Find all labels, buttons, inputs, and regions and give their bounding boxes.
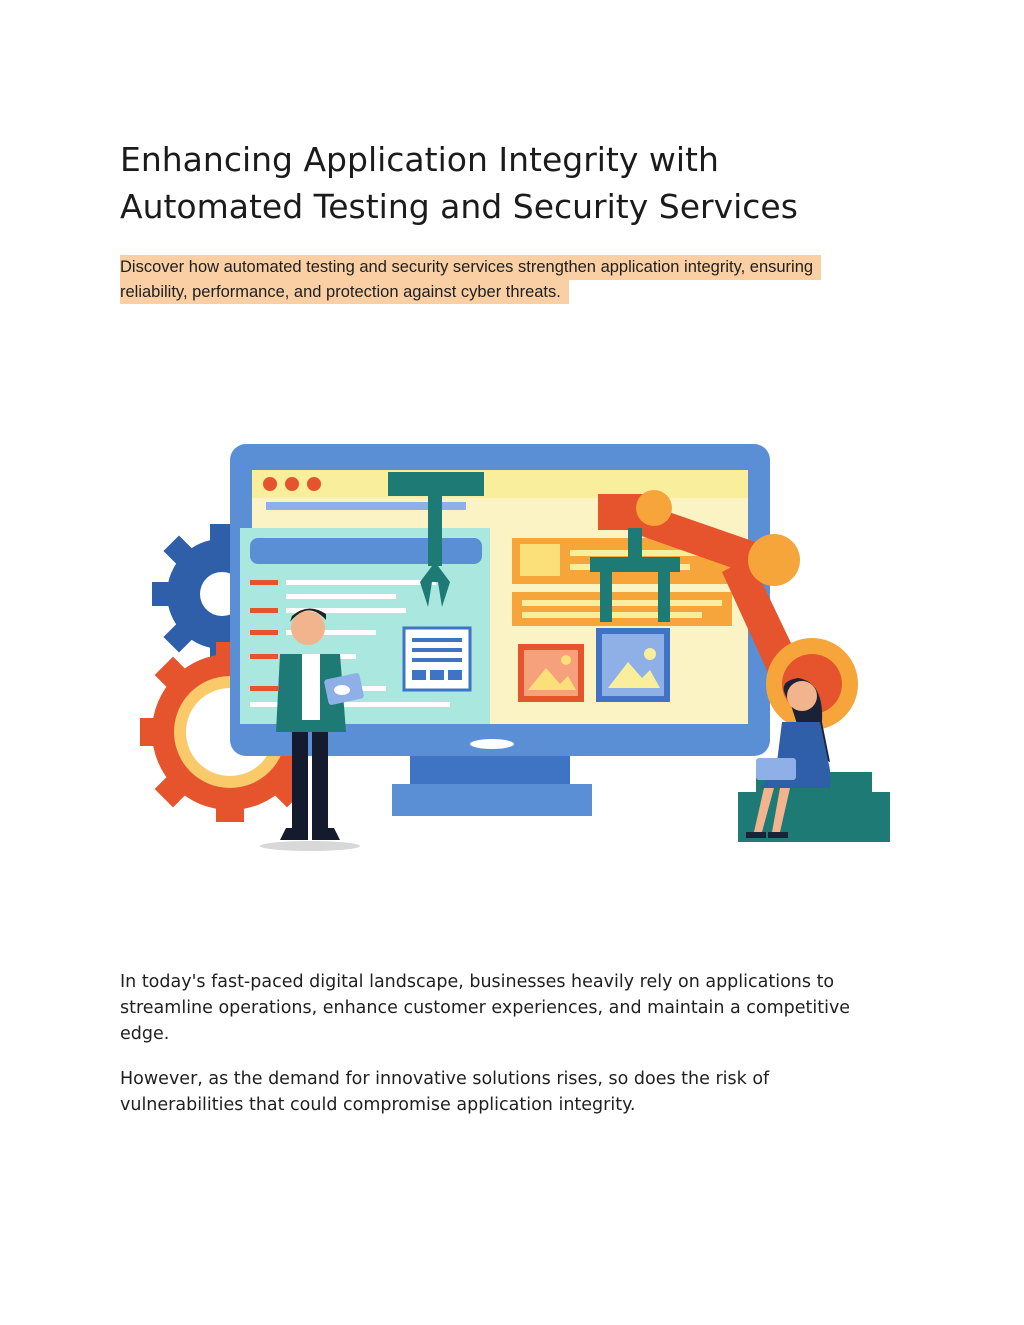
title-line-2: Automated Testing and Security Services [120, 187, 798, 226]
automated-testing-illustration [130, 432, 900, 857]
summary-line-2: reliability, performance, and protection against cyber threats. [120, 280, 569, 305]
risk-line-1: However, as the demand for innovative solutions rises, so does the risk of [120, 1069, 770, 1089]
risk-line-2: vulnerabilities that could compromise application integrity. [120, 1095, 636, 1115]
image-placeholder-icon [518, 644, 584, 702]
intro-paragraph [120, 969, 910, 1047]
risk-paragraph [120, 1066, 910, 1118]
highlighted-summary [120, 255, 900, 304]
intro-line-2: streamline operations, enhance customer experiences, and maintain a competitive [120, 998, 851, 1018]
image-card-icon [596, 628, 670, 702]
summary-line-1: Discover how automated testing and security services strengthen application integrity, ensuring [120, 255, 821, 280]
intro-line-1: In today's fast-paced digital landscape, businesses heavily rely on applications to [120, 972, 835, 992]
monitor-stand [392, 748, 592, 816]
intro-line-3: edge. [120, 1024, 170, 1044]
page-title [120, 136, 900, 230]
title-line-1: Enhancing Application Integrity with [120, 140, 719, 179]
code-panel [240, 528, 490, 724]
